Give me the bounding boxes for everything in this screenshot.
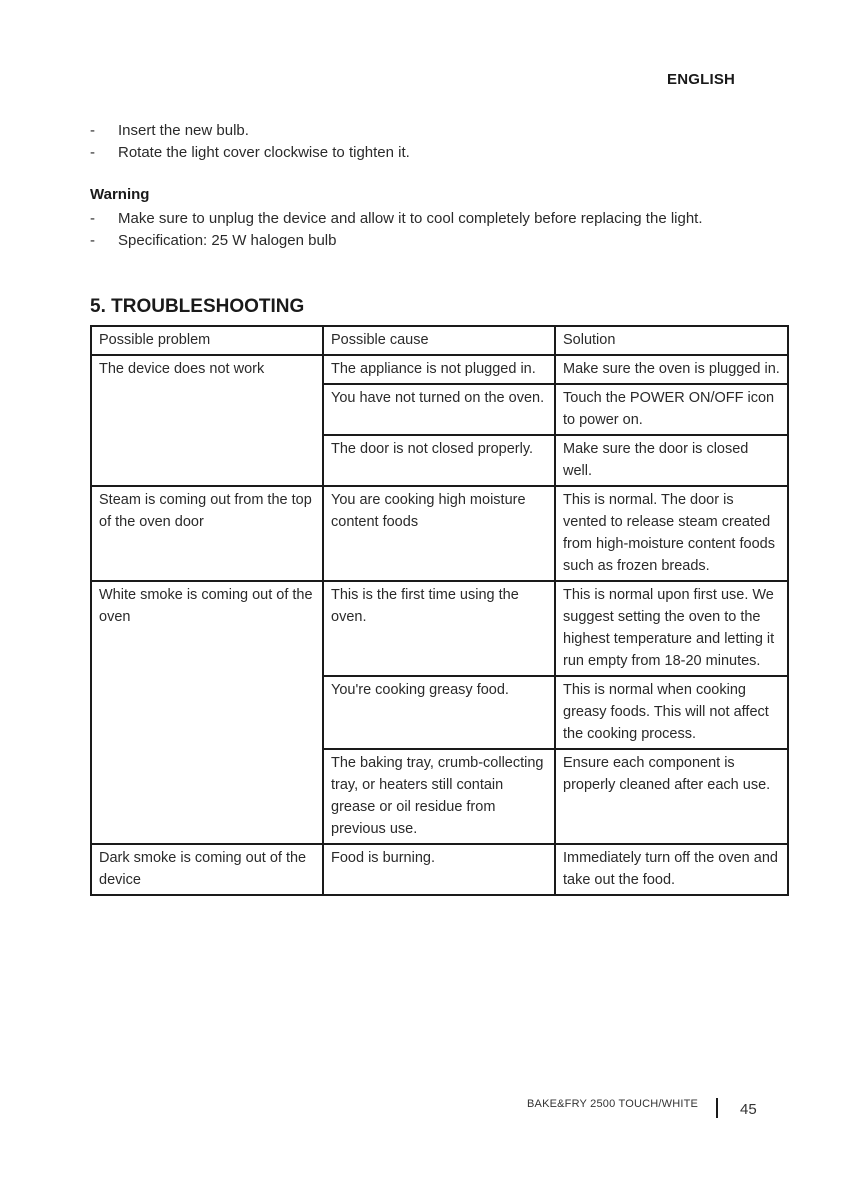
header-cell-solution: Solution	[555, 326, 788, 355]
header-cell-cause: Possible cause	[323, 326, 555, 355]
solution-cell: Immediately turn off the oven and take out the food.	[555, 844, 788, 895]
bullet-dash: -	[90, 232, 95, 249]
list-item	[90, 208, 790, 230]
cause-cell: This is the first time using the oven.	[323, 581, 555, 676]
footer-model-name: BAKE&FRY 2500 TOUCH/WHITE	[527, 1098, 699, 1110]
problem-cell: White smoke is coming out of the oven	[91, 581, 323, 844]
list-item-text: Rotate the light cover clockwise to tighten it.	[118, 144, 410, 161]
table-header-row	[91, 326, 788, 355]
bullet-dash: -	[90, 210, 95, 227]
header-cell-problem: Possible problem	[91, 326, 323, 355]
list-item-text: Insert the new bulb.	[118, 122, 249, 139]
cause-cell: The baking tray, crumb-collecting tray, or heaters still contain grease or oil residue from previous use.	[323, 749, 555, 844]
solution-cell: Ensure each component is properly cleaned after each use.	[555, 749, 788, 844]
cause-cell: You have not turned on the oven.	[323, 384, 555, 435]
warning-list	[90, 208, 790, 252]
list-item-text: Specification: 25 W halogen bulb	[118, 232, 337, 249]
problem-cell: Dark smoke is coming out of the device	[91, 844, 323, 895]
instruction-list	[90, 120, 790, 164]
cause-cell: The door is not closed properly.	[323, 435, 555, 486]
page-number: 45	[740, 1101, 757, 1118]
list-item	[90, 142, 790, 164]
table-row	[91, 355, 788, 384]
solution-cell: Touch the POWER ON/OFF icon to power on.	[555, 384, 788, 435]
bullet-dash: -	[90, 122, 95, 139]
section-title: 5. TROUBLESHOOTING	[90, 296, 305, 317]
list-item	[90, 120, 790, 142]
list-item-text: Make sure to unplug the device and allow it to cool completely before replacing the light.	[118, 210, 703, 227]
solution-cell: Make sure the door is closed well.	[555, 435, 788, 486]
table-row	[91, 844, 788, 895]
problem-cell: The device does not work	[91, 355, 323, 486]
cause-cell: The appliance is not plugged in.	[323, 355, 555, 384]
table-row	[91, 581, 788, 676]
problem-cell: Steam is coming out from the top of the oven door	[91, 486, 323, 581]
footer-divider	[716, 1098, 718, 1118]
table-row	[91, 486, 788, 581]
language-label: ENGLISH	[667, 71, 736, 88]
solution-cell: This is normal when cooking greasy foods. This will not affect the cooking process.	[555, 676, 788, 749]
warning-heading: Warning	[90, 186, 150, 203]
cause-cell: You are cooking high moisture content foods	[323, 486, 555, 581]
troubleshooting-table	[90, 325, 789, 896]
cause-cell: Food is burning.	[323, 844, 555, 895]
bullet-dash: -	[90, 144, 95, 161]
list-item	[90, 230, 790, 252]
cause-cell: You're cooking greasy food.	[323, 676, 555, 749]
solution-cell: This is normal. The door is vented to release steam created from high-moisture content foods such as frozen breads.	[555, 486, 788, 581]
solution-cell: This is normal upon first use. We suggest setting the oven to the highest temperature and letting it run empty from 18-20 minutes.	[555, 581, 788, 676]
solution-cell: Make sure the oven is plugged in.	[555, 355, 788, 384]
